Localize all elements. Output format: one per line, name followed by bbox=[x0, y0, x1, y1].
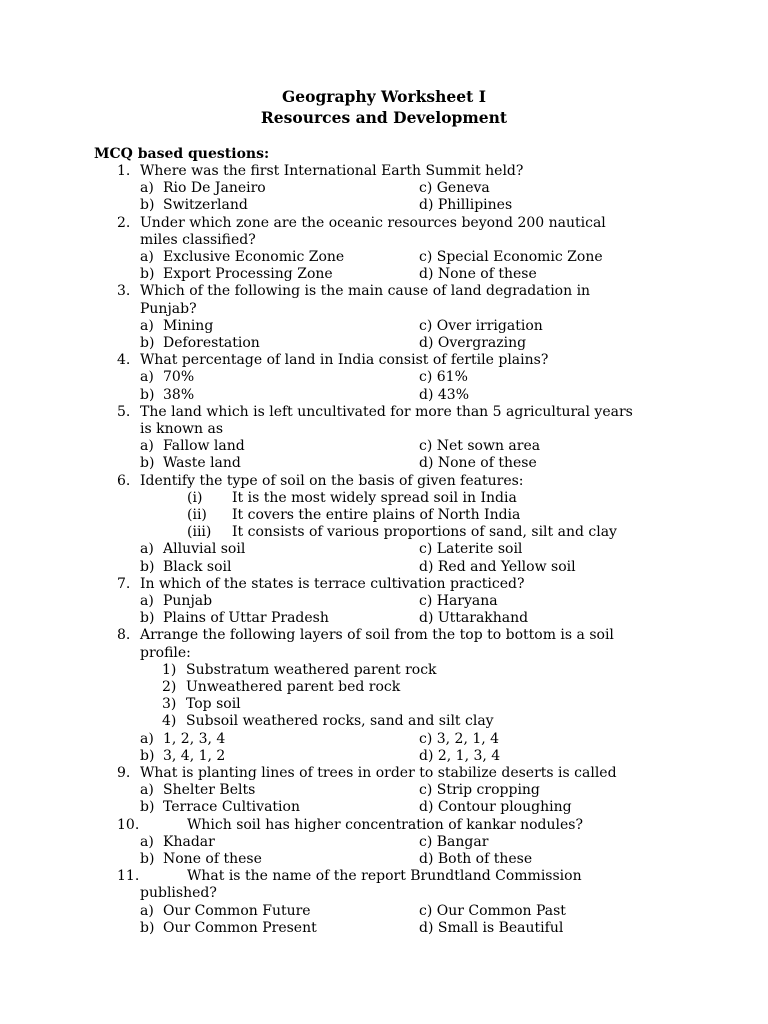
question-text: Identify the type of soil on the basis of given features: bbox=[140, 472, 524, 489]
subitem-text: Top soil bbox=[186, 696, 241, 713]
subitem-marker: 4) bbox=[162, 713, 177, 730]
question-number: 7. bbox=[117, 575, 131, 592]
question-number: 10. bbox=[117, 816, 140, 833]
option-text: Plains of Uttar Pradesh bbox=[163, 610, 329, 627]
option-text: Rio De Janeiro bbox=[163, 180, 266, 197]
option-text: d) Small is Beautiful bbox=[419, 919, 564, 936]
option-text: d) Overgrazing bbox=[419, 335, 527, 351]
option-marker: b) bbox=[140, 335, 155, 351]
option-text: Mining bbox=[163, 317, 214, 334]
option-marker: a) bbox=[140, 782, 154, 799]
option-marker: a) bbox=[140, 317, 154, 334]
option-marker: a) bbox=[140, 249, 154, 265]
option-marker: a) bbox=[140, 438, 154, 455]
option-marker: b) bbox=[140, 558, 155, 575]
question-text: miles classified? bbox=[140, 231, 256, 248]
option-text: Alluvial soil bbox=[163, 541, 246, 558]
question-number: 4. bbox=[117, 352, 131, 369]
question-number: 11. bbox=[117, 868, 140, 885]
subitem-text: It consists of various proportions of sand, silt and clay bbox=[232, 524, 617, 541]
option-text: Export Processing Zone bbox=[163, 266, 333, 283]
option-text: Fallow land bbox=[163, 438, 245, 455]
question-text: Where was the first International Earth Summit held? bbox=[140, 163, 524, 179]
option-text: c) 3, 2, 1, 4 bbox=[419, 730, 500, 747]
option-text: d) 43% bbox=[419, 386, 469, 403]
subitem-text: Subsoil weathered rocks, sand and silt clay bbox=[186, 713, 494, 730]
option-text: c) Haryana bbox=[419, 593, 498, 609]
question-text: Arrange the following layers of soil from the top to bottom is a soil bbox=[140, 627, 614, 644]
subitem-marker: (iii) bbox=[187, 524, 212, 541]
subitem-marker: 2) bbox=[162, 679, 177, 695]
option-marker: b) bbox=[140, 799, 155, 816]
option-text: c) Over irrigation bbox=[419, 317, 543, 334]
question-number: 2. bbox=[117, 214, 131, 231]
option-marker: a) bbox=[140, 730, 154, 747]
option-text: Switzerland bbox=[163, 197, 248, 214]
question-text: What is the name of the report Brundtland Commission bbox=[187, 868, 582, 885]
subitem-marker: 3) bbox=[162, 696, 177, 713]
option-text: d) None of these bbox=[419, 266, 537, 283]
option-text: d) Uttarakhand bbox=[419, 610, 529, 627]
option-text: c) Strip cropping bbox=[419, 782, 540, 799]
question-text: published? bbox=[140, 885, 217, 902]
option-text: Deforestation bbox=[163, 335, 260, 351]
option-text: c) 61% bbox=[419, 369, 468, 386]
option-text: 3, 4, 1, 2 bbox=[163, 747, 226, 764]
option-text: c) Special Economic Zone bbox=[419, 249, 603, 265]
subitem-text: Substratum weathered parent rock bbox=[186, 661, 437, 678]
question-number: 9. bbox=[117, 765, 131, 781]
subitem-text: Unweathered parent bed rock bbox=[186, 679, 401, 695]
question-text: What is planting lines of trees in order to stabilize deserts is called bbox=[140, 765, 617, 781]
option-text: d) Both of these bbox=[419, 851, 533, 867]
option-text: 38% bbox=[163, 386, 195, 403]
option-text: d) 2, 1, 3, 4 bbox=[419, 747, 501, 764]
worksheet-title: Geography Worksheet I bbox=[282, 87, 486, 106]
question-number: 6. bbox=[117, 472, 131, 489]
question-text: What percentage of land in India consist of fertile plains? bbox=[140, 352, 549, 369]
option-text: c) Our Common Past bbox=[419, 902, 566, 919]
option-text: d) None of these bbox=[419, 455, 537, 472]
option-marker: b) bbox=[140, 747, 155, 764]
subitem-text: It is the most widely spread soil in India bbox=[232, 489, 517, 506]
option-text: Punjab bbox=[163, 593, 213, 609]
question-text: is known as bbox=[140, 421, 224, 437]
option-marker: b) bbox=[140, 851, 155, 867]
option-marker: b) bbox=[140, 197, 155, 214]
option-marker: a) bbox=[140, 541, 154, 558]
option-text: Khadar bbox=[163, 833, 215, 850]
question-text: Under which zone are the oceanic resources beyond 200 nautical bbox=[140, 214, 606, 231]
question-text: The land which is left uncultivated for more than 5 agricultural years bbox=[140, 403, 633, 420]
option-marker: a) bbox=[140, 833, 154, 850]
question-number: 8. bbox=[117, 627, 131, 644]
option-marker: b) bbox=[140, 386, 155, 403]
option-marker: a) bbox=[140, 593, 154, 609]
question-text: In which of the states is terrace cultivation practiced? bbox=[140, 575, 525, 592]
option-text: c) Net sown area bbox=[419, 438, 541, 455]
subitem-text: It covers the entire plains of North India bbox=[232, 507, 521, 523]
question-number: 3. bbox=[117, 283, 131, 300]
option-text: Shelter Belts bbox=[163, 782, 256, 799]
section-heading: MCQ based questions: bbox=[94, 146, 270, 162]
question-text: Which of the following is the main cause of land degradation in bbox=[140, 283, 591, 300]
worksheet-subtitle: Resources and Development bbox=[260, 108, 508, 127]
option-marker: b) bbox=[140, 610, 155, 627]
option-text: 1, 2, 3, 4 bbox=[163, 730, 226, 747]
question-number: 1. bbox=[117, 163, 131, 179]
option-marker: b) bbox=[140, 455, 155, 472]
option-text: d) Phillipines bbox=[419, 197, 513, 214]
question-text: Punjab? bbox=[140, 300, 197, 317]
option-marker: a) bbox=[140, 180, 154, 197]
option-text: 70% bbox=[163, 369, 195, 386]
option-text: c) Geneva bbox=[419, 180, 490, 197]
option-text: d) Red and Yellow soil bbox=[419, 558, 576, 575]
option-text: Black soil bbox=[163, 558, 232, 575]
option-text: Our Common Present bbox=[163, 919, 317, 936]
option-marker: a) bbox=[140, 369, 154, 386]
question-text: profile: bbox=[140, 644, 191, 661]
option-text: Waste land bbox=[163, 455, 241, 472]
subitem-marker: (ii) bbox=[187, 507, 207, 523]
option-text: Exclusive Economic Zone bbox=[163, 249, 345, 265]
option-marker: b) bbox=[140, 266, 155, 283]
option-text: c) Bangar bbox=[419, 833, 489, 850]
subitem-marker: 1) bbox=[162, 661, 177, 678]
question-number: 5. bbox=[117, 403, 131, 420]
option-marker: a) bbox=[140, 902, 154, 919]
option-marker: b) bbox=[140, 919, 155, 936]
option-text: Terrace Cultivation bbox=[163, 799, 300, 816]
option-text: Our Common Future bbox=[163, 902, 311, 919]
option-text: d) Contour ploughing bbox=[419, 799, 572, 816]
option-text: None of these bbox=[163, 851, 262, 867]
question-text: Which soil has higher concentration of kankar nodules? bbox=[187, 816, 583, 833]
option-text: c) Laterite soil bbox=[419, 541, 523, 558]
subitem-marker: (i) bbox=[187, 489, 203, 506]
